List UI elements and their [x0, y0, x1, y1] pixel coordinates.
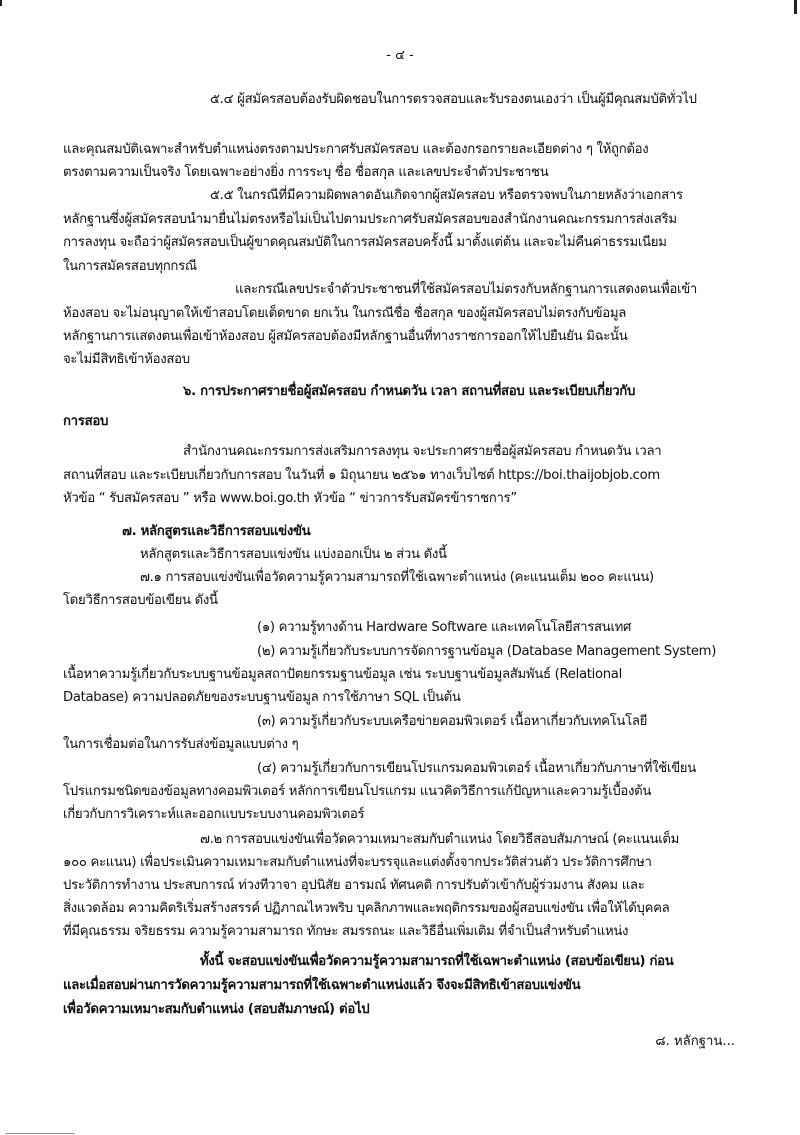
- paragraph-line: (๔) ความรู้เกี่ยวกับการเขียนโปรแกรมคอมพิวเตอร์ เนื้อหาเกี่ยวกับภาษาที่ใช้เขียน: [257, 761, 696, 776]
- paragraph-line: ๑๐๐ คะแนน) เพื่อประเมินความเหมาะสมกับตำแหน่งที่จะบรรจุและแต่งตั้งจากประวัติส่วนตัว ประวัติการศึกษา: [63, 855, 652, 870]
- paragraph-line: ๗.๑ การสอบแข่งขันเพื่อวัดความรู้ความสามารถที่ใช้เฉพาะตำแหน่ง (คะแนนเต็ม ๒๐๐ คะแนน): [140, 570, 654, 585]
- paragraph-line: โปรแกรมชนิดของข้อมูลทางคอมพิวเตอร์ หลักการเขียนโปรแกรม แนวคิดวิธีการแก้ปัญหาและความรู้เบื้องต้น: [63, 784, 652, 799]
- paragraph-line: ตรงตามความเป็นจริง โดยเฉพาะอย่างยิ่ง การระบุ ชื่อ ชื่อสกุล และเลขประจำตัวประชาชน: [63, 165, 549, 180]
- paragraph-line: ห้องสอบ จะไม่อนุญาตให้เข้าสอบโดยเด็ดขาด ยกเว้น ในกรณีชื่อ ชื่อสกุล ของผู้สมัครสอบไม่ตรงกับข้อมูล: [63, 306, 627, 321]
- paragraph-line: สิ่งแวดล้อม ความคิดริเริ่มสร้างสรรค์ ปฏิภาณไหวพริบ บุคลิกภาพและพฤติกรรมของผู้สอบแข่งขัน เพื่อให้ได้บุคคล: [63, 901, 670, 916]
- paragraph-line: โดยวิธีการสอบข้อเขียน ดังนี้: [63, 593, 218, 608]
- section-heading-line: ๗. หลักสูตรและวิธีการสอบแข่งขัน: [122, 524, 311, 539]
- paragraph-line: ๗.๒ การสอบแข่งขันเพื่อวัดความเหมาะสมกับตำแหน่ง โดยวิธีสอบสัมภาษณ์ (คะแนนเต็ม: [200, 832, 680, 847]
- paragraph-line: ประวัติการทำงาน ประสบการณ์ ท่วงทีวาจา อุปนิสัย อารมณ์ ทัศนคติ การปรับตัวเข้ากับผู้ร่วมงาน สังคม และ: [63, 878, 645, 893]
- section-heading-line: ทั้งนี้ จะสอบแข่งขันเพื่อวัดความรู้ความสามารถที่ใช้เฉพาะตำแหน่ง (สอบข้อเขียน) ก่อน: [200, 954, 674, 969]
- scan-artifact-top-left: [0, 0, 2, 6]
- continuation-marker: ๘. หลักฐาน...: [655, 1034, 735, 1049]
- section-heading-line: และเมื่อสอบผ่านการวัดความรู้ความสามารถที่ใช้เฉพาะตำแหน่งแล้ว จึงจะมีสิทธิเข้าสอบแข่งขัน: [63, 978, 581, 993]
- section-heading-line: ๖. การประกาศรายชื่อผู้สมัครสอบ กำหนดวัน เวลา สถานที่สอบ และระเบียบเกี่ยวกับ: [183, 384, 636, 399]
- paragraph-line: หลักฐานซึ่งผู้สมัครสอบนำมายื่นไม่ตรงหรือไม่เป็นไปตามประกาศรับสมัครสอบของสำนักงานคณะกรรมการส่งเสริม: [63, 212, 677, 227]
- page-number: - ๔ -: [386, 48, 414, 63]
- paragraph-line: (๑) ความรู้ทางด้าน Hardware Software และเทคโนโลยีสารสนเทศ: [257, 620, 632, 635]
- paragraph-line: และคุณสมบัติเฉพาะสำหรับตำแหน่งตรงตามประกาศรับสมัครสอบ และต้องกรอกรายละเอียดต่าง ๆ ให้ถูกต้อง: [63, 142, 649, 157]
- paragraph-line: สำนักงานคณะกรรมการส่งเสริมการลงทุน จะประกาศรายชื่อผู้สมัครสอบ กำหนดวัน เวลา: [183, 444, 662, 459]
- paragraph-line: ๕.๔ ผู้สมัครสอบต้องรับผิดชอบในการตรวจสอบและรับรองตนเองว่า เป็นผู้มีคุณสมบัติทั่วไป: [210, 92, 697, 107]
- paragraph-line: (๒) ความรู้เกี่ยวกับระบบการจัดการฐานข้อมูล (Database Management System): [257, 644, 717, 659]
- paragraph-line: หัวข้อ “ รับสมัครสอบ ” หรือ www.boi.go.th หัวข้อ “ ข่าวการรับสมัครข้าราชการ”: [63, 491, 517, 506]
- scan-edge-line: [5, 1133, 75, 1134]
- section-heading-line: เพื่อวัดความเหมาะสมกับตำแหน่ง (สอบสัมภาษณ์) ต่อไป: [63, 1002, 370, 1017]
- paragraph-line: ในการสมัครสอบทุกกรณี: [63, 259, 197, 274]
- paragraph-line: สถานที่สอบ และระเบียบเกี่ยวกับการสอบ ในวันที่ ๑ มิถุนายน ๒๕๖๑ ทางเว็บไซต์ https://boi.thaijobjob.com: [63, 468, 660, 483]
- section-heading-line: การสอบ: [63, 414, 109, 429]
- paragraph-line: (๓) ความรู้เกี่ยวกับระบบเครือข่ายคอมพิวเตอร์ เนื้อหาเกี่ยวกับเทคโนโลยี: [257, 714, 648, 729]
- scan-artifact-top-right: [794, 0, 797, 14]
- paragraph-line: เกี่ยวกับการวิเคราะห์และออกแบบระบบงานคอมพิวเตอร์: [63, 807, 365, 822]
- paragraph-line: หลักฐานการแสดงตนเพื่อเข้าห้องสอบ ผู้สมัครสอบต้องมีหลักฐานอื่นที่ทางราชการออกให้ไปยืนยัน มิฉะนั้น: [63, 329, 628, 344]
- paragraph-line: Database) ความปลอดภัยของระบบฐานข้อมูล การใช้ภาษา SQL เป็นต้น: [63, 690, 461, 705]
- paragraph-line: จะไม่มีสิทธิเข้าห้องสอบ: [63, 352, 190, 367]
- paragraph-line: เนื้อหาความรู้เกี่ยวกับระบบฐานข้อมูลสถาปัตยกรรมฐานข้อมูล เช่น ระบบฐานข้อมูลสัมพันธ์ (Relational: [63, 667, 622, 682]
- paragraph-line: ที่มีคุณธรรม จริยธรรม ความรู้ความสามารถ ทักษะ สมรรถนะ และวิธีอื่นเพิ่มเติม ที่จำเป็นสำหรับตำแหน่ง: [63, 924, 629, 939]
- paragraph-line: การลงทุน จะถือว่าผู้สมัครสอบเป็นผู้ขาดคุณสมบัติในการสมัครสอบครั้งนี้ มาตั้งแต่ต้น และจะไม่คืนค่าธรรมเนียม: [63, 235, 667, 250]
- paragraph-line: ในการเชื่อมต่อในการรับส่งข้อมูลแบบต่าง ๆ: [63, 737, 299, 752]
- paragraph-line: และกรณีเลขประจำตัวประชาชนที่ใช้สมัครสอบไม่ตรงกับหลักฐานการแสดงตนเพื่อเข้า: [235, 282, 698, 297]
- paragraph-line: หลักสูตรและวิธีการสอบแข่งขัน แบ่งออกเป็น ๒ ส่วน ดังนี้: [140, 547, 447, 562]
- paragraph-line: ๕.๕ ในกรณีที่มีความผิดพลาดอันเกิดจากผู้สมัครสอบ หรือตรวจพบในภายหลังว่าเอกสาร: [210, 188, 683, 203]
